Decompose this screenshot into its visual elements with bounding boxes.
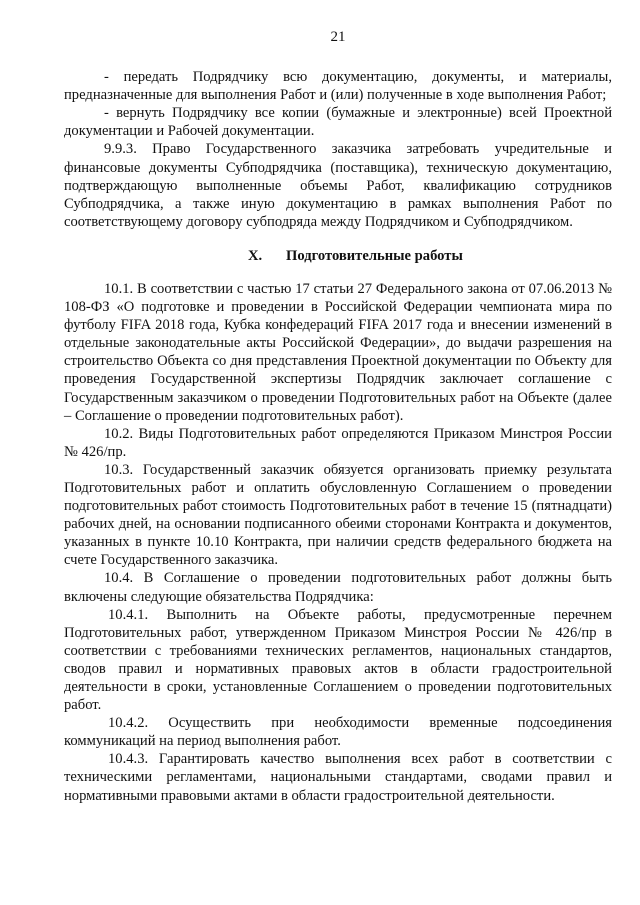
page-number: 21	[330, 29, 346, 45]
paragraph-9-9-3: 9.9.3. Право Государственного заказчика затребовать учредительные и финансовые документы Субподрядчика (поставщика), техническую документацию, подтверждающую выполненные объемы Работ, квалификацию сотрудников Субподрядчика, а также иную документацию в рамках выполнения Работ по соответствующему договору субподряда между Подрядчиком и Субподрядчиком.	[64, 141, 612, 230]
section-number: X.	[248, 247, 263, 264]
paragraph-10-4-2: 10.4.2. Осуществить при необходимости временные подсоединения коммуникаций на период выполнения работ.	[64, 715, 612, 750]
paragraph-10-3: 10.3. Государственный заказчик обязуется организовать приемку результата Подготовительных работ и оплатить обусловленную Соглашением о проведении подготовительных работ стоимость Подготовительных работ в течение 15 (пятнадцати) рабочих дней, на основании подписанного обеими сторонами Контракта и документов, указанных в пункте 10.10 Контракта, при наличии средств федерального бюджета на счете Государственного заказчика.	[64, 461, 612, 569]
section-title: Подготовительные работы	[286, 247, 463, 264]
paragraph-10-4-3: 10.4.3. Гарантировать качество выполнения всех работ в соответствии с техническими регламентами, национальными стандартами, сводами правил и нормативными правовыми актами в области градостроительной деятельности.	[64, 751, 612, 804]
paragraph-10-2: 10.2. Виды Подготовительных работ определяются Приказом Минстроя России № 426/пр.	[64, 425, 612, 460]
paragraph-10-4: 10.4. В Соглашение о проведении подготовительных работ должны быть включены следующие обязательства Подрядчика:	[64, 570, 612, 605]
section-heading	[64, 247, 612, 265]
paragraph-10-1: 10.1. В соответствии с частью 17 статьи 27 Федерального закона от 07.06.2013 № 108-ФЗ «О подготовке и проведении в Российской Федерации чемпионата мира по футболу FIFA 2018 года, Кубка конфедераций FIFA 2017 года и внесении изменений в отдельные законодательные акты Российской Федерации», до выдачи разрешения на строительство Объекта со дня представления Проектной документации по Объекту для проведения Государственной экспертизы Подрядчик заключает соглашение с Государственным заказчиком о проведении Подготовительных работ на Объекте (далее – Соглашение о проведении подготовительных работ).	[64, 280, 612, 424]
paragraph-transfer-docs: - передать Подрядчику всю документацию, документы, и материалы, предназначенные для выполнения Работ и (или) полученные в ходе выполнения Работ;	[64, 69, 612, 104]
paragraph-10-4-1: 10.4.1. Выполнить на Объекте работы, предусмотренные перечнем Подготовительных работ, утвержденном Приказом Минстроя России № 426/пр в соответствии с требованиями технических регламентов, национальных стандартов, сводов правил и нормативных правовых актов в области градостроительной деятельности в сроки, установленные Соглашением о проведении подготовительных работ.	[64, 606, 612, 714]
document-page	[64, 28, 612, 805]
paragraph-return-copies: - вернуть Подрядчику все копии (бумажные и электронные) всей Проектной документации и Рабочей документации.	[64, 105, 612, 140]
